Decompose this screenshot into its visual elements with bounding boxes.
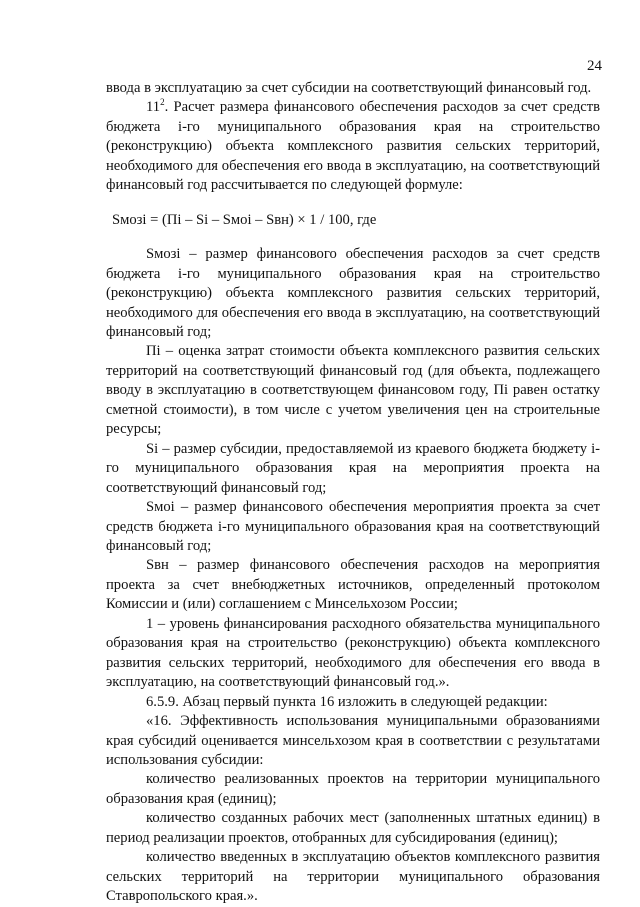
paragraph-text: . Расчет размера финансового обеспечения расходов за счет средств бюджета i-го муниципального образования края на строительство (реконструкцию) объекта комплексного развития сельских территорий, необходимого для обеспечения его ввода в эксплуатацию, на соответствующий финансовый год рассчитывается по следующей формуле: [106,99,600,194]
paragraph-number-superscript: 2 [160,97,165,108]
amendment-6-5-9: 6.5.9. Абзац первый пункта 16 изложить в следующей редакции: [146,693,548,710]
paragraph-16: «16. Эффективность использования муниципальными образованиями края субсидий оценивается минсельхозом края в соответствии с результатами использования субсидии: [106,713,600,768]
result-indicator-jobs: количество созданных рабочих мест (заполненных штатных единиц) в период реализации проектов, отобранных для субсидирования (единиц); [106,810,600,846]
definition-level: 1 – уровень финансирования расходного обязательства муниципального образования края на строительство (реконструкцию) объекта комплексного развития сельских территорий, необходимого для обеспечения его ввода в эксплуатацию, на соответствующий финансовый год.». [106,615,600,691]
definition-smozi: Sмозi – размер финансового обеспечения расходов за счет средств бюджета i-го муниципального образования края на строительство (реконструкцию) объекта комплексного развития сельских территорий, необходимого для обеспечения его ввода в эксплуатацию, на соответствующий финансовый год; [106,246,600,340]
definition-si: Si – размер субсидии, предоставляемой из краевого бюджета бюджету i-го муниципального образования края на мероприятия проекта на соответствующий финансовый год; [106,440,600,496]
result-indicator-objects: количество введенных в эксплуатацию объектов комплексного развития сельских территорий на территории муниципального образования Ставропольского края.». [106,849,600,905]
definition-svn: Sвн – размер финансового обеспечения расходов на мероприятия проекта за счет внебюджетных источников, определенный протоколом Комиссии и (или) соглашением с Минсельхозом России; [106,557,600,613]
paragraph-number: 11 [146,99,161,116]
page-number: 24 [587,58,602,74]
formula: Sмозi = (Пi – Si – Sмоi – Sвн) × 1 / 100, где [112,211,377,228]
result-indicator-projects: количество реализованных проектов на территории муниципального образования края (единиц); [106,771,600,807]
definition-smoi: Sмоi – размер финансового обеспечения мероприятия проекта за счет средств бюджета i-го муниципального образования края на соответствующий финансовый год; [106,499,600,554]
definition-pi: Пi – оценка затрат стоимости объекта комплексного развития сельских территорий на соответствующий финансовый год (для объекта, подлежащего вводу в эксплуатацию в соответствующем финансовом году, Пi равен остатку сметной стоимости), в том числе с учетом увеличения цен на строительные ресурсы; [106,343,600,438]
document-body [106,79,600,907]
paragraph-11-2 [106,98,600,195]
paragraph-continuation: ввода в эксплуатацию за счет субсидии на соответствующий финансовый год. [106,80,592,96]
